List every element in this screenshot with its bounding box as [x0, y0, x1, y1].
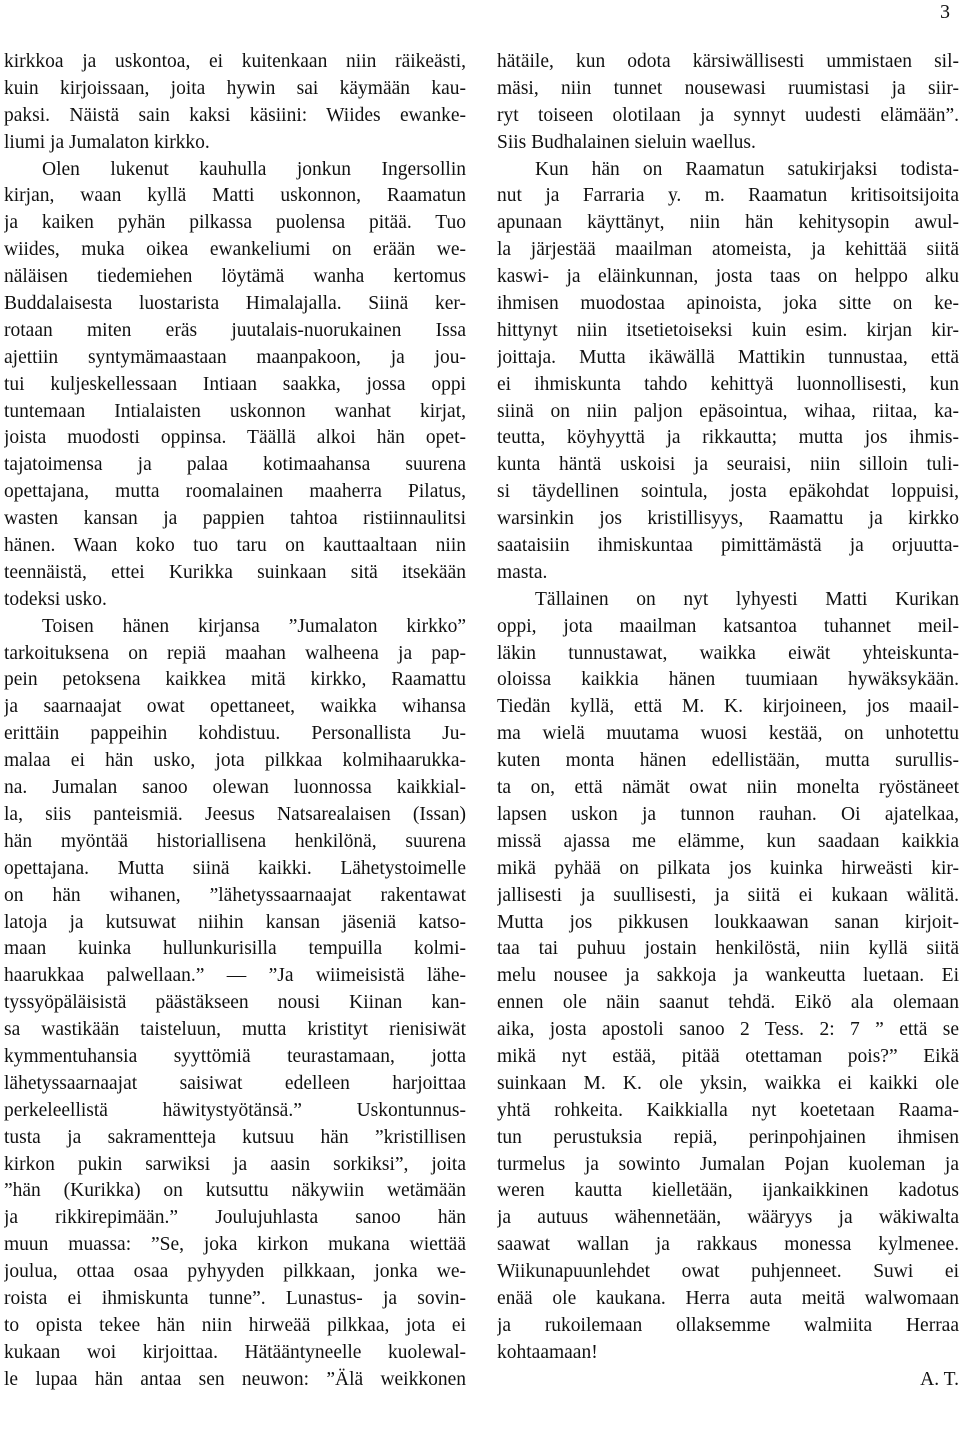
text-line: kirjan, waan kyllä Matti uskonnon, Raamatun [4, 185, 466, 207]
text-line: aika, josta apostoli sanoo 2 Tess. 2: 7 ” että se [497, 1019, 959, 1041]
text-line: Buddalaisesta luostarista Himalajalla. Siinä ker- [4, 293, 466, 315]
text-line: le lupaa hän antaa sen neuwon: ”Älä weikkonen [4, 1368, 466, 1390]
text-line: ta on, että nämät owat niin monelta ryöstäneet [497, 777, 959, 799]
text-line: jallisesti ja suullisesti, ja siitä ei kukaan wälitä. [497, 884, 959, 906]
text-line: ajettiin syntymämaastaan maanpakoon, ja jou- [4, 346, 466, 368]
text-line: joittaja. Mutta ikäwällä Mattikin tunnustaa, että [497, 346, 959, 368]
text-line: enää ole kaukana. Herra auta meitä walwomaan [497, 1287, 959, 1309]
text-line: taa tai puhuu jostain henkilöstä, niin kyllä siitä [497, 938, 959, 960]
text-line: tuntemaan Intialaisten uskonnon wanhat kirjat, [4, 400, 466, 422]
text-line: teutta, köyhyyttä ja rikkautta; mutta jos ihmis- [497, 427, 959, 449]
text-line: haarukkaa palwellaan.” — ”Ja wiimeisistä lähe- [4, 965, 466, 987]
text-line: Kun hän on Raamatun satukirjaksi todista- [535, 158, 959, 180]
text-line: opettajana. Mutta siinä kaikki. Lähetystoimelle [4, 857, 466, 879]
text-line: hän myöntää historiallisena henkilönä, suurena [4, 830, 466, 852]
text-line: na. Jumalan sanoo olewan luonnossa kaikkial- [4, 777, 466, 799]
text-line: näläisen tiedemiehen löytämä wanha kertomus [4, 266, 466, 288]
left-column [4, 49, 466, 1394]
text-line: kohtaamaan! [497, 1341, 598, 1363]
text-line: Wiikunapuunlehdet owat puhjenneet. Suwi ei [497, 1261, 959, 1283]
text-line: mikä pyhää on pilkata jos kuinka hirweästi kir- [497, 857, 959, 879]
text-line: ja autuus wähennetään, wääryys ja wäkiwalta [497, 1207, 959, 1229]
text-line: tyssyöpäläisistä päästäkseen nousi Kiinan kan- [4, 992, 466, 1014]
text-line: joulua, ottaa osaa pyhyyden pilkkaan, jonka we- [4, 1261, 466, 1283]
text-line: muun muassa: ”Se, joka kirkon mukana wiettää [4, 1234, 466, 1256]
text-line: tarkoituksena on repiä maahan walheena ja pap- [4, 642, 466, 664]
text-line: melu nousee ja sakkoja ja wankeutta luetaan. Ei [497, 965, 959, 987]
text-line: tusta ja sakramentteja kutsuu hän ”kristillisen [4, 1126, 466, 1148]
text-line: malaa ei hän usko, jota pilkkaa kolmihaarukka- [4, 750, 466, 772]
text-line: weren kautta kielletään, ijankaikkinen kadotus [497, 1180, 959, 1202]
text-line: rotaan miten eräs juutalais-nuorukainen Issa [4, 319, 466, 341]
text-line: kuten monta hänen edellistään, mutta surullis- [497, 750, 959, 772]
text-line: roista ei ihmiskunta tunne”. Lunastus- ja sovin- [4, 1287, 466, 1309]
text-line: ryt toiseen olotilaan ja synnyt uudesti elämään”. [497, 104, 959, 126]
text-line: lapsen uskon ja tunnon rauhan. Oi ajatelkaa, [497, 803, 959, 825]
text-line: missä ajassa me elämme, kun saadaan kaikkia [497, 830, 959, 852]
text-line: mäsi, niin tunnet nousewasi ruumistasi ja siir- [497, 77, 959, 99]
text-line: paksi. Näistä sain kaksi käsiini: Wiides ewanke- [4, 104, 466, 126]
text-line: läkin tunnustawat, waikka eiwät yhteiskunta- [497, 642, 959, 664]
text-line: wasten kansan ja pappien tahtoa ristiinnaulitsi [4, 508, 466, 530]
text-line: Mutta jos pikkusen loukkaawan sanan kirjoit- [497, 911, 959, 933]
text-line: ja saarnaajat owat opettaneet, waikka wihansa [4, 696, 466, 718]
text-line: ja kaiken pyhän pilkassa puolensa pitää. Tuo [4, 212, 466, 234]
text-line: la, siis panteismiä. Jeesus Natsarealaisen (Issan) [4, 803, 466, 825]
text-line: kukaan woi kirjoittaa. Hätääntyneelle kuolewal- [4, 1341, 466, 1363]
text-line: Tällainen on nyt lyhyesti Matti Kurikan [535, 588, 959, 610]
text-line: ja rukoilemaan ollaksemme walmiita Herraa [497, 1314, 959, 1336]
text-line: ma wielä muutama wuosi kestää, on unhotettu [497, 723, 959, 745]
text-line: kirkon pukin sarwiksi ja aasin sorkiksi”, joita [4, 1153, 466, 1175]
text-line: yhtä rohkeita. Kaikkialla nyt koetetaan Raama- [497, 1099, 959, 1121]
text-line: liumi ja Jumalaton kirkko. [4, 131, 210, 153]
text-line: siinä on niin paljon epäsointua, wihaa, riitaa, ka- [497, 400, 959, 422]
text-line: maan kuinka hullunkurisilla tempuilla kolmi- [4, 938, 466, 960]
text-line: teennäistä, ettei Kurikka suinkaan sitä itsekään [4, 561, 466, 583]
text-line: sa wastikään taisteluun, mutta kristityt rienisiwät [4, 1019, 466, 1041]
text-line: opettajana, mutta roomalainen maaherra Pilatus, [4, 481, 466, 503]
text-line: mikä nyt estää, pitää otettaman pois?” Eikä [497, 1045, 959, 1067]
text-line: latoja ja kutsuwat niihin kansan jäseniä katso- [4, 911, 466, 933]
text-line: hittynyt niin itsetietoiseksi kuin esim. kirjan kir- [497, 319, 959, 341]
text-line: ihmisen muodostaa apinoista, joka sitte on ke- [497, 293, 959, 315]
text-line: Olen lukenut kauhulla jonkun Ingersollin [42, 158, 466, 180]
text-line: saataisiin ihmiskuntaa pimittämästä ja orjuutta- [497, 535, 959, 557]
text-line: erittäin pappeihin kohdistuu. Personallista Ju- [4, 723, 466, 745]
text-line: saawat wallan ja rakkaus monessa kylmenee. [497, 1234, 959, 1256]
text-line: on hän wihanen, ”lähetyssaarnaajat rakentawat [4, 884, 466, 906]
text-line: masta. [497, 561, 548, 583]
text-line: pein petoksena kaikkea mitä kirkko, Raamattu [4, 669, 466, 691]
text-line: tajatoimensa ja palaa kotimaahansa suurena [4, 454, 466, 476]
text-line: A. T. [920, 1368, 959, 1390]
text-line: wiides, muka oikea ewankeliumi on erään we- [4, 239, 466, 261]
text-line: nut ja Farraria y. m. Raamatun kritisoitsijoita [497, 185, 959, 207]
text-line: suinkaan M. K. ole yksin, waikka ei kaikki ole [497, 1072, 959, 1094]
text-line: hätäile, kun odota kärsiwällisesti ummistaen sil- [497, 51, 959, 72]
text-line: todeksi usko. [4, 588, 107, 610]
text-line: si täydellinen sointula, josta epäkohdat loppuisi, [497, 481, 959, 503]
text-line: ”hän (Kurikka) on kutsuttu näkywiin wetämään [4, 1180, 466, 1202]
text-line: tui kuljeskellessaan Intiaan saakka, jossa oppi [4, 373, 466, 395]
text-line: kymmentuhansia syyttömiä teurastamaan, jotta [4, 1045, 466, 1067]
text-line: joista muodosti oppinsa. Täällä alkoi hän opet- [4, 427, 466, 449]
text-line: kuin kirjoissaan, joita hywin sai käymään kau- [4, 77, 466, 99]
text-line: oloissa kaikkia hänen tuumiaan hywäksykään. [497, 669, 959, 691]
page-number: 3 [940, 1, 950, 23]
text-line: Siis Budhalainen sieluin waellus. [497, 131, 756, 153]
text-line: perkeleellistä häwitystyötänsä.” Uskontunnus- [4, 1099, 466, 1121]
text-line: kaswi- ja eläinkunnan, josta taas on helppo alku [497, 266, 959, 288]
text-line: warsinkin jos kristillisyys, Raamattu ja kirkko [497, 508, 959, 530]
text-line: kirkkoa ja uskontoa, ei kuitenkaan niin räikeästi, [4, 51, 466, 72]
text-line: turmelus ja sowinto Jumalan Pojan kuoleman ja [497, 1153, 959, 1175]
text-line: la järjestää maailman atomeista, ja kehittää siitä [497, 239, 959, 261]
text-line: oppi, jota maailman katsantoa tuhannet meil- [497, 615, 959, 637]
text-line: to opista tekee hän niin hirweää pilkkaa, jota ei [4, 1314, 466, 1336]
text-line: hänen. Waan koko tuo taru on kauttaaltaan niin [4, 535, 466, 557]
text-line: ennen ole näin saanut tehdä. Eikö ala olemaan [497, 992, 959, 1014]
text-line: Tiedän kyllä, että M. K. kirjoineen, jos maail- [497, 696, 959, 718]
text-line: ja rikkirepimään.” Joulujuhlasta sanoo hän [4, 1207, 466, 1229]
right-column [497, 49, 959, 1394]
text-line: tun perustuksia repiä, perinpohjainen ihmisen [497, 1126, 959, 1148]
text-line: lähetyssaarnaajat saisiwat edelleen harjoittaa [4, 1072, 466, 1094]
text-line: apunaan käyttänyt, niin hän kehitysopin awul- [497, 212, 959, 234]
text-line: kunta häntä uskoisi ja seuraisi, niin silloin tuli- [497, 454, 959, 476]
text-line: Toisen hänen kirjansa ”Jumalaton kirkko” [42, 615, 466, 637]
text-line: ei ihmiskunta tahdo kehittyä luonnollisesti, kun [497, 373, 959, 395]
